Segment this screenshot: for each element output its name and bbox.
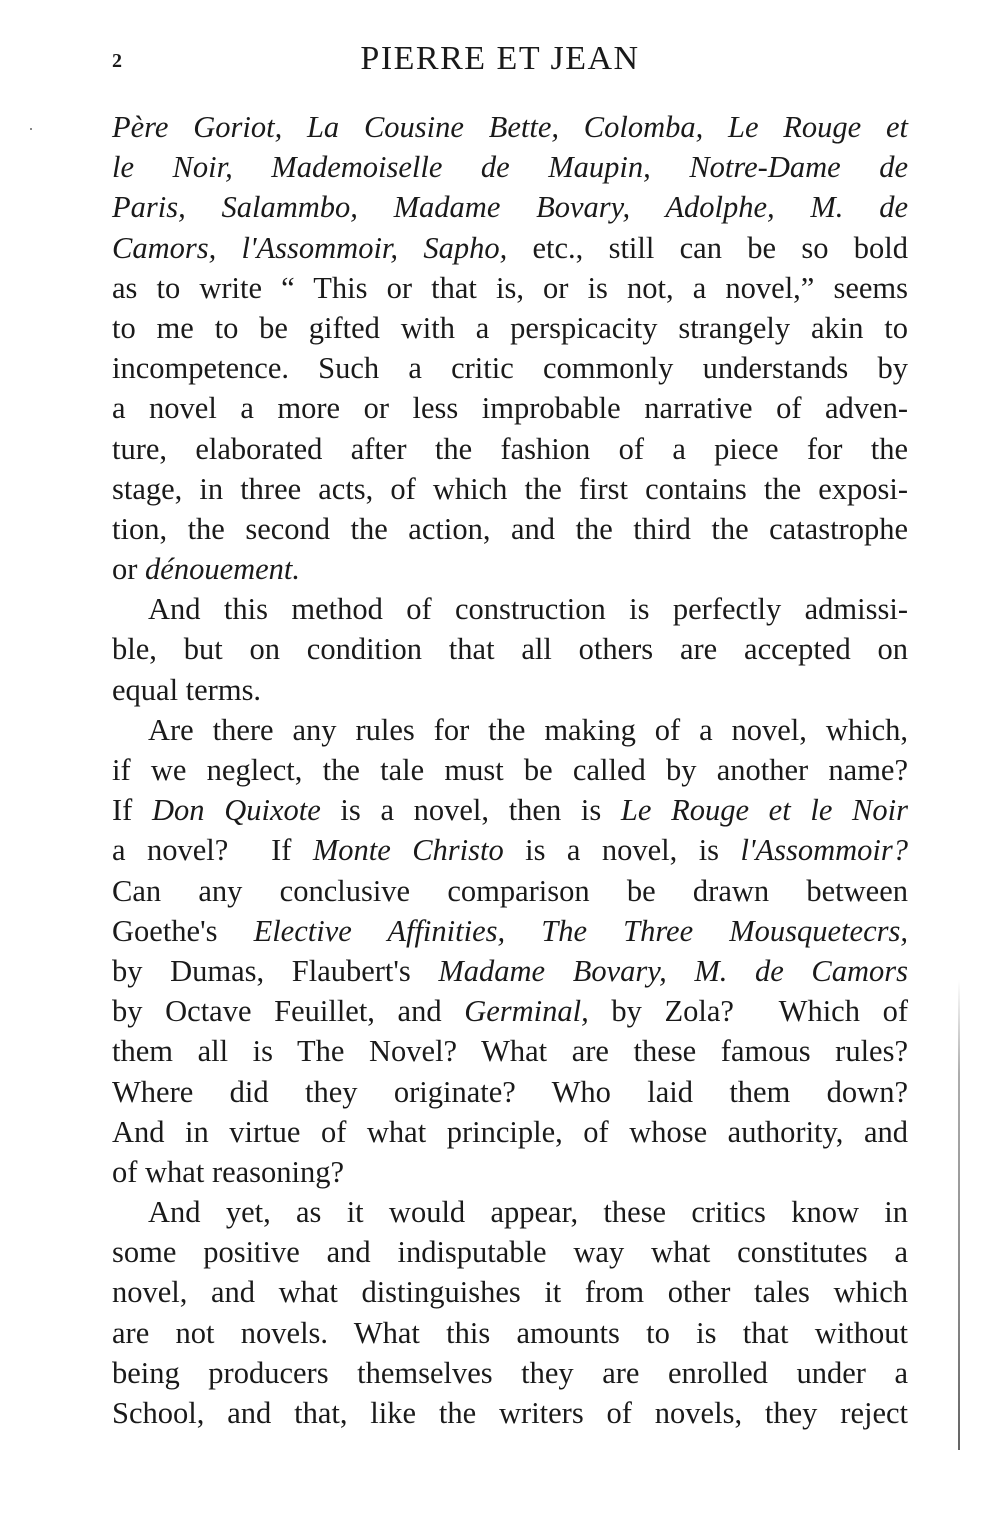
text-line: And yet, as it would appear, these critics know in xyxy=(148,1195,908,1230)
running-title: PIERRE ET JEAN xyxy=(360,40,640,77)
text-line: or dénouement. xyxy=(112,552,301,587)
text-line: are not novels. What this amounts to is that without xyxy=(112,1315,908,1350)
text-line: by Octave Feuillet, and Germinal, by Zola? Which of xyxy=(112,994,908,1029)
margin-speck xyxy=(30,128,32,130)
text-line: equal terms. xyxy=(112,672,262,707)
page-number: 2 xyxy=(112,50,122,72)
body-text xyxy=(112,107,908,1433)
text-line: Can any conclusive comparison be drawn between xyxy=(112,873,908,908)
text-line: a novel a more or less improbable narrative of adven- xyxy=(112,391,908,426)
text-line: le Noir, Mademoiselle de Maupin, Notre-Dame de xyxy=(112,150,908,185)
text-line: stage, in three acts, of which the first contains the exposi- xyxy=(112,471,908,506)
text-line: Père Goriot, La Cousine Bette, Colomba, Le Rouge et xyxy=(112,110,908,144)
text-line: Camors, l'Assommoir, Sapho, etc., still can be so bold xyxy=(112,230,908,265)
text-line: ture, elaborated after the fashion of a piece for the xyxy=(112,431,908,466)
text-line: novel, and what distinguishes it from other tales which xyxy=(112,1275,908,1310)
text-line: being producers themselves they are enrolled under a xyxy=(112,1355,908,1390)
text-line: by Dumas, Flaubert's Madame Bovary, M. de Camors xyxy=(112,953,908,988)
text-line: some positive and indisputable way what constitutes a xyxy=(112,1235,908,1270)
text-line: Paris, Salammbo, Madame Bovary, Adolphe, M. de xyxy=(112,190,908,225)
text-line: School, and that, like the writers of novels, they reject xyxy=(112,1396,908,1430)
text-line: tion, the second the action, and the third the catastrophe xyxy=(112,511,908,546)
page-header xyxy=(0,40,1000,84)
text-line: of what reasoning? xyxy=(112,1154,345,1189)
text-line: incompetence. Such a critic commonly understands by xyxy=(112,351,908,386)
text-line: Are there any rules for the making of a novel, which, xyxy=(148,712,908,747)
text-line: And in virtue of what principle, of whose authority, and xyxy=(112,1114,908,1149)
text-line: if we neglect, the tale must be called by another name? xyxy=(112,753,908,787)
page-edge-shadow xyxy=(958,980,960,1450)
text-line: ble, but on condition that all others are accepted on xyxy=(112,632,908,667)
text-line: to me to be gifted with a perspicacity strangely akin to xyxy=(112,310,908,345)
text-line: a novel? If Monte Christo is a novel, is l'Assommoir? xyxy=(112,833,908,868)
text-line: If Don Quixote is a novel, then is Le Rouge et le Noir xyxy=(112,793,908,828)
text-line: as to write “ This or that is, or is not, a novel,” seems xyxy=(112,270,908,305)
text-line: Where did they originate? Who laid them down? xyxy=(112,1074,908,1109)
text-line: them all is The Novel? What are these famous rules? xyxy=(112,1034,908,1069)
text-line: Goethe's Elective Affinities, The Three Mousquetecrs, xyxy=(112,913,908,948)
text-line: And this method of construction is perfectly admissi- xyxy=(148,592,908,627)
